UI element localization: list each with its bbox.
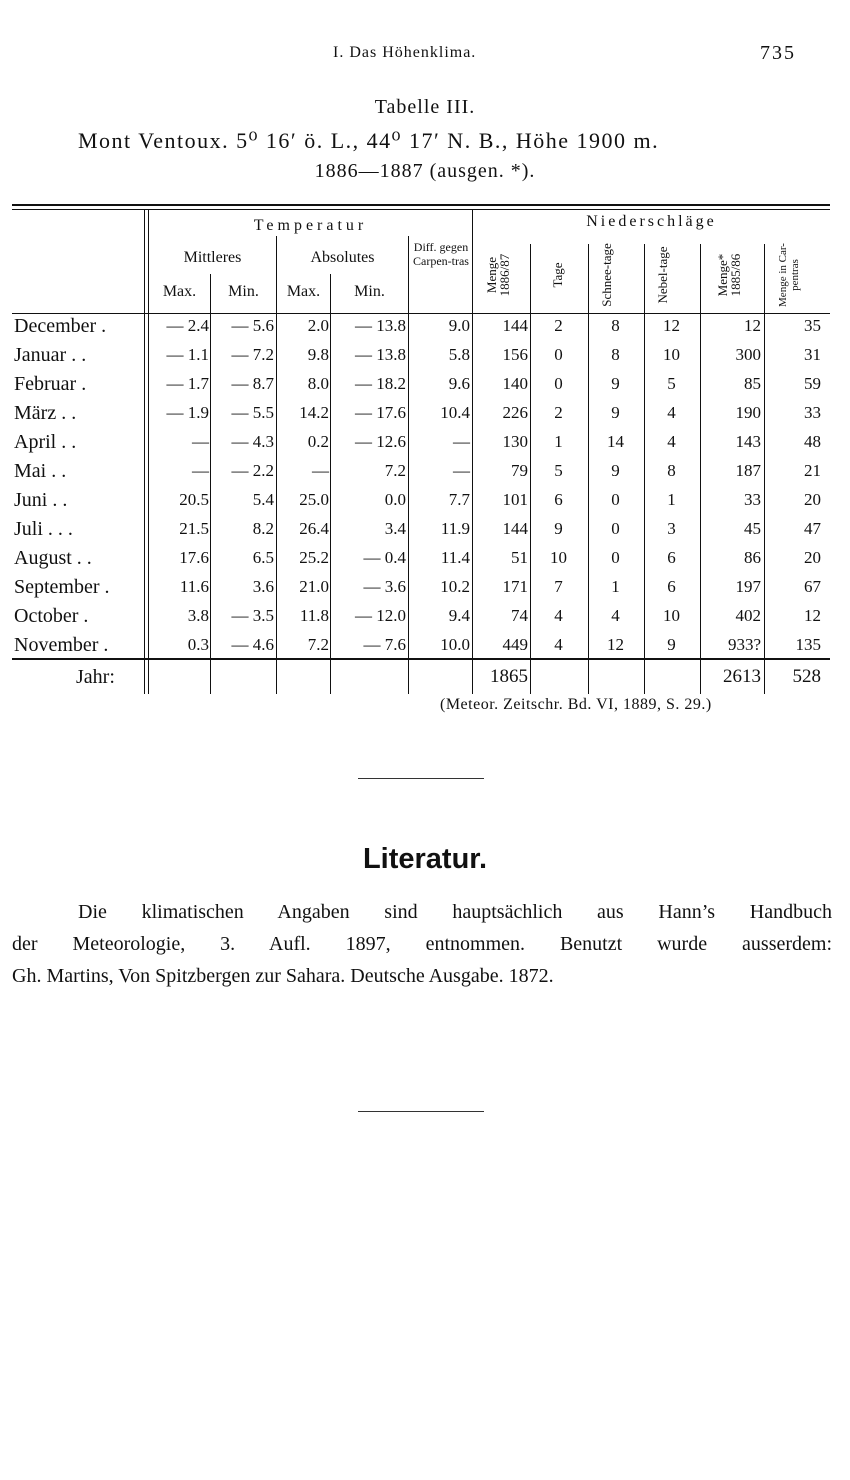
cell-menge-1886: 51 [511, 548, 528, 567]
cell-tage: 6 [554, 490, 563, 509]
cell-abs-max: 25.2 [299, 548, 329, 567]
row-month: November . [14, 634, 109, 656]
cell-menge-1886: 140 [502, 374, 528, 393]
cell-menge-1886: 74 [511, 606, 528, 625]
running-head [0, 44, 850, 72]
cell-abs-min: — 13.8 [355, 316, 406, 335]
cell-schneetage: 0 [611, 548, 620, 567]
cell-menge-1886: 101 [502, 490, 528, 509]
cell-schneetage: 0 [611, 519, 620, 538]
cell-mittl-min: 8.2 [252, 519, 274, 538]
separator-rule [358, 1111, 484, 1112]
table-caption: Tabelle III. [374, 96, 476, 118]
cell-tage: 10 [550, 548, 567, 567]
cell-mittl-min: — 5.6 [231, 316, 274, 335]
table-top-rule-thin [12, 209, 830, 210]
cell-abs-max: 11.8 [299, 606, 329, 625]
cell-menge-1886: 144 [502, 316, 528, 335]
cell-schneetage: 14 [607, 432, 624, 451]
cell-diff-carpentras: 10.4 [440, 403, 470, 422]
cell-nebeltage: 10 [663, 606, 680, 625]
cell-menge-carpentras: 21 [804, 461, 821, 480]
cell-schneetage: 8 [611, 345, 620, 364]
cell-nebeltage: 6 [667, 548, 676, 567]
cell-abs-min: 7.2 [384, 461, 406, 480]
cell-menge-1886: 449 [502, 635, 528, 654]
cell-mittl-min: — 5.5 [231, 403, 274, 422]
header-absolutes: Absolutes [310, 249, 375, 266]
cell-menge-1885: 933? [727, 635, 761, 654]
cell-mittl-max: 11.6 [179, 577, 209, 596]
period-line: 1886—1887 (ausgen. *). [314, 160, 536, 182]
cell-diff-carpentras: 5.8 [448, 345, 470, 364]
cell-abs-min: 0.0 [384, 490, 406, 509]
cell-schneetage: 9 [611, 374, 620, 393]
cell-menge-1885: 187 [735, 461, 761, 480]
cell-mittl-max: — 2.4 [166, 316, 209, 335]
cell-menge-carpentras: 67 [804, 577, 821, 596]
cell-menge-carpentras: 47 [804, 519, 821, 538]
header-mittleres: Mittleres [183, 249, 242, 266]
header-temperatur: Temperatur [253, 217, 368, 234]
cell-schneetage: 12 [607, 635, 624, 654]
cell-nebeltage: 4 [667, 403, 676, 422]
cell-mittl-min: 6.5 [252, 548, 274, 567]
cell-mittl-min: — 2.2 [231, 461, 274, 480]
cell-menge-1885: 143 [735, 432, 761, 451]
cell-mittl-max: 20.5 [179, 490, 209, 509]
cell-abs-min: — 13.8 [355, 345, 406, 364]
cell-menge-carpentras: 20 [804, 490, 821, 509]
cell-abs-min: — 17.6 [355, 403, 406, 422]
cell-nebeltage: 10 [663, 345, 680, 364]
cell-menge-1886: 156 [502, 345, 528, 364]
header-abs-min: Min. [354, 283, 385, 300]
cell-abs-max: 2.0 [307, 316, 329, 335]
cell-menge-carpentras: 35 [804, 316, 821, 335]
row-month: Februar . [14, 373, 87, 395]
cell-menge-1885: 402 [735, 606, 761, 625]
header-menge-carpentras: Menge in Car-pentras [777, 243, 801, 307]
cell-nebeltage: 4 [667, 432, 676, 451]
cell-menge-1885: 86 [744, 548, 761, 567]
cell-tage: 4 [554, 635, 563, 654]
cell-mittl-min: — 3.5 [231, 606, 274, 625]
cell-abs-min: — 18.2 [355, 374, 406, 393]
cell-abs-min: 3.4 [384, 519, 406, 538]
cell-mittl-max: 3.8 [187, 606, 209, 625]
cell-tage: 2 [554, 403, 563, 422]
header-diff-carpentras: Diff. gegen Carpen-tras [413, 240, 469, 268]
cell-nebeltage: 8 [667, 461, 676, 480]
table-top-rule [12, 204, 830, 206]
row-month: October . [14, 605, 89, 627]
total-menge: 1865 [490, 666, 528, 687]
cell-diff-carpentras: 9.6 [448, 374, 470, 393]
cell-mittl-max: 21.5 [179, 519, 209, 538]
paragraph-line: Gh. Martins, Von Spitzbergen zur Sahara. Deutsche Ausgabe. 1872. [12, 965, 554, 987]
cell-tage: 1 [554, 432, 563, 451]
cell-mittl-max: — [192, 432, 209, 451]
separator-rule [358, 778, 484, 779]
cell-mittl-min: — 8.7 [231, 374, 274, 393]
cell-diff-carpentras: 11.9 [440, 519, 470, 538]
cell-mittl-min: — 4.3 [231, 432, 274, 451]
cell-abs-max: 14.2 [299, 403, 329, 422]
cell-mittl-max: — 1.1 [166, 345, 209, 364]
paragraph-line: Die klimatischen Angaben sind hauptsächlich aus Hann’s Handbuch [78, 901, 832, 923]
cell-menge-1885: 197 [735, 577, 761, 596]
cell-tage: 2 [554, 316, 563, 335]
cell-tage: 7 [554, 577, 563, 596]
row-month: Januar . . [14, 344, 87, 366]
row-month: Juni . . [14, 489, 68, 511]
page-number: 735 [760, 42, 796, 64]
cell-diff-carpentras: 9.0 [448, 316, 470, 335]
col-divider [144, 210, 145, 694]
cell-schneetage: 9 [611, 403, 620, 422]
cell-nebeltage: 9 [667, 635, 676, 654]
header-niederschlaege: Niederschläge [586, 213, 717, 230]
cell-mittl-min: 3.6 [252, 577, 274, 596]
cell-abs-max: 0.2 [307, 432, 329, 451]
cell-tage: 5 [554, 461, 563, 480]
cell-abs-max: 26.4 [299, 519, 329, 538]
cell-abs-min: — 12.0 [355, 606, 406, 625]
cell-abs-max: — [312, 461, 329, 480]
cell-diff-carpentras: 11.4 [440, 548, 470, 567]
cell-abs-min: — 0.4 [363, 548, 406, 567]
cell-menge-carpentras: 31 [804, 345, 821, 364]
row-month: April . . [14, 431, 77, 453]
cell-menge-1885: 33 [744, 490, 761, 509]
cell-menge-carpentras: 33 [804, 403, 821, 422]
cell-menge-1885: 12 [744, 316, 761, 335]
cell-menge-1886: 226 [502, 403, 528, 422]
cell-schneetage: 9 [611, 461, 620, 480]
cell-mittl-min: — 7.2 [231, 345, 274, 364]
cell-menge-1886: 130 [502, 432, 528, 451]
citation: (Meteor. Zeitschr. Bd. VI, 1889, S. 29.) [440, 696, 712, 713]
cell-mittl-max: 17.6 [179, 548, 209, 567]
total-menge-carpentras: 528 [792, 666, 821, 687]
cell-menge-1885: 190 [735, 403, 761, 422]
cell-nebeltage: 6 [667, 577, 676, 596]
cell-menge-1885: 300 [735, 345, 761, 364]
cell-abs-min: — 7.6 [363, 635, 406, 654]
cell-schneetage: 1 [611, 577, 620, 596]
header-bottom-rule [12, 313, 830, 314]
total-menge-star: 2613 [723, 666, 761, 687]
cell-tage: 9 [554, 519, 563, 538]
station-line: Mont Ventoux. 5⁰ 16′ ö. L., 44⁰ 17′ N. B., Höhe 1900 m. [78, 128, 660, 153]
climate-table [12, 204, 830, 698]
header-menge-1885: Menge* 1885/86 [715, 253, 743, 297]
cell-menge-carpentras: 20 [804, 548, 821, 567]
table-bottom-rule [12, 658, 830, 660]
cell-mittl-max: — [192, 461, 209, 480]
cell-schneetage: 4 [611, 606, 620, 625]
header-nebeltage: Nebel-tage [655, 246, 670, 304]
cell-mittl-min: — 4.6 [231, 635, 274, 654]
cell-abs-max: 8.0 [307, 374, 329, 393]
cell-nebeltage: 3 [667, 519, 676, 538]
cell-menge-1885: 45 [744, 519, 761, 538]
cell-diff-carpentras: 9.4 [448, 606, 470, 625]
row-month: September . [14, 576, 110, 598]
cell-abs-max: 9.8 [307, 345, 329, 364]
row-month: December . [14, 315, 107, 337]
cell-menge-1886: 171 [502, 577, 528, 596]
cell-mittl-min: 5.4 [252, 490, 274, 509]
cell-nebeltage: 12 [663, 316, 680, 335]
cell-nebeltage: 1 [667, 490, 676, 509]
header-min: Min. [228, 283, 259, 300]
cell-nebeltage: 5 [667, 374, 676, 393]
cell-tage: 0 [554, 374, 563, 393]
cell-abs-max: 25.0 [299, 490, 329, 509]
cell-diff-carpentras: 10.2 [440, 577, 470, 596]
header-schneetage: Schnee-tage [599, 243, 614, 307]
row-month: Mai . . [14, 460, 67, 482]
row-month: März . . [14, 402, 77, 424]
section-heading: Literatur. [362, 843, 488, 875]
paragraph-line: der Meteorologie, 3. Aufl. 1897, entnommen. Benutzt wurde ausserdem: [12, 933, 832, 955]
cell-abs-max: 21.0 [299, 577, 329, 596]
chapter-title: I. Das Höhenklima. [333, 44, 477, 61]
cell-diff-carpentras: 10.0 [440, 635, 470, 654]
cell-menge-1886: 79 [511, 461, 528, 480]
cell-schneetage: 0 [611, 490, 620, 509]
cell-schneetage: 8 [611, 316, 620, 335]
cell-tage: 4 [554, 606, 563, 625]
cell-mittl-max: 0.3 [187, 635, 209, 654]
row-month: Juli . . . [14, 518, 73, 540]
cell-menge-1886: 144 [502, 519, 528, 538]
cell-diff-carpentras: 7.7 [448, 490, 470, 509]
cell-diff-carpentras: — [453, 461, 470, 480]
literatur-paragraph [12, 896, 832, 992]
header-abs-max: Max. [286, 283, 321, 300]
header-tage: Tage [550, 262, 565, 288]
cell-tage: 0 [554, 345, 563, 364]
cell-abs-min: — 12.6 [355, 432, 406, 451]
cell-menge-carpentras: 12 [804, 606, 821, 625]
total-label: Jahr: [76, 666, 115, 688]
cell-abs-max: 7.2 [307, 635, 329, 654]
cell-mittl-max: — 1.9 [166, 403, 209, 422]
cell-abs-min: — 3.6 [363, 577, 406, 596]
row-month: August . . [14, 547, 92, 569]
cell-diff-carpentras: — [453, 432, 470, 451]
cell-mittl-max: — 1.7 [166, 374, 209, 393]
cell-menge-1885: 85 [744, 374, 761, 393]
cell-menge-carpentras: 135 [795, 635, 821, 654]
cell-menge-carpentras: 59 [804, 374, 821, 393]
cell-menge-carpentras: 48 [804, 432, 821, 451]
header-max: Max. [162, 283, 197, 300]
header-menge-1886: Menge 1886/87 [484, 253, 512, 297]
